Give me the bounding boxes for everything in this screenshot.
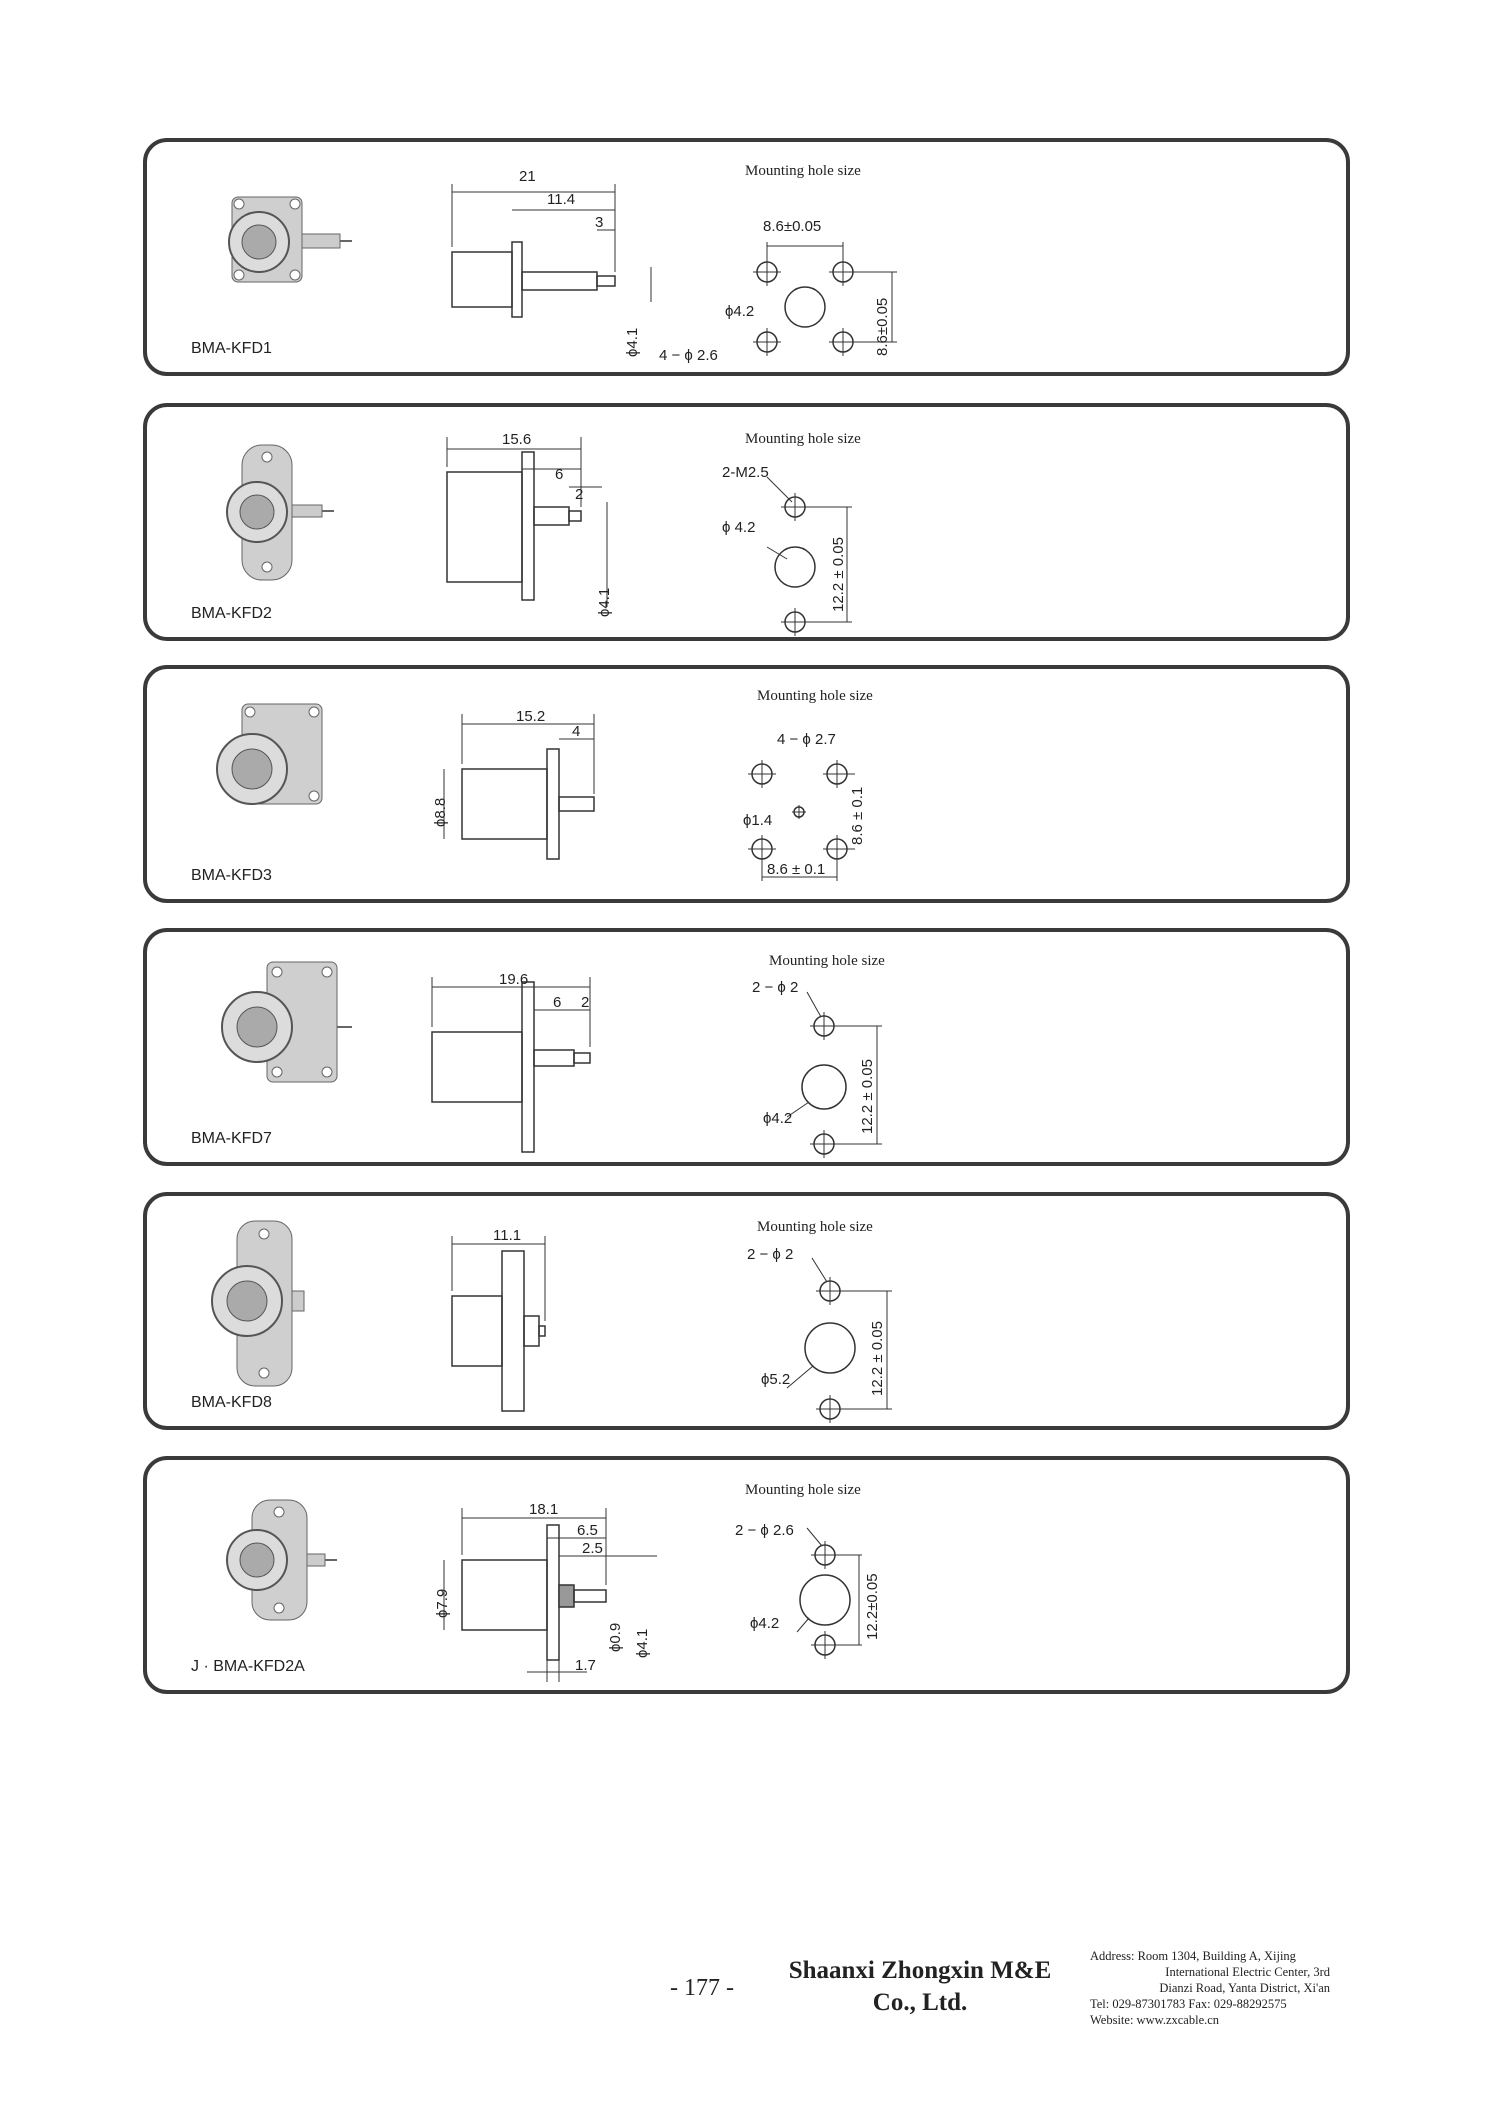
hole-spacing-v: 8.6 ± 0.1 <box>849 786 866 845</box>
dim-length: 19.6 <box>499 971 529 988</box>
hole-pattern <box>797 1528 862 1659</box>
address-line-1: Address: Room 1304, Building A, Xijing <box>1090 1949 1296 1963</box>
address-line-2: International Electric Center, 3rd <box>1165 1965 1330 1979</box>
page-number: - 177 - <box>670 1975 734 2001</box>
connector-photo <box>217 704 322 804</box>
mount-holes: 4 − ϕ 2.7 <box>777 731 836 748</box>
thread-holes: 2-M2.5 <box>722 464 769 481</box>
model-name: BMA-KFD7 <box>191 1130 272 1147</box>
side-view <box>447 437 607 607</box>
mount-holes: 2 − ϕ 2.6 <box>735 1522 794 1539</box>
dim-offset: 6 <box>555 466 564 483</box>
center-hole-dia: ϕ4.2 <box>763 1110 793 1127</box>
dim-pin: 2 <box>575 486 584 503</box>
dim-length: 11.1 <box>493 1227 522 1244</box>
dim-diameter: ϕ4.1 <box>596 587 613 617</box>
phone-fax: Tel: 029-87301783 Fax: 029-88292575 <box>1090 1997 1287 2011</box>
dim-pin: 3 <box>595 214 604 231</box>
model-name: J · BMA-KFD2A <box>191 1658 305 1675</box>
mounting-hole-label: Mounting hole size <box>745 163 861 179</box>
product-panel-kfd7 <box>143 928 1350 1166</box>
product-panel-kfd2a <box>143 1456 1350 1694</box>
connector-photo <box>222 962 352 1082</box>
company-name-line2: Co., Ltd. <box>872 1989 968 2016</box>
dim-offset: 11.4 <box>547 191 576 208</box>
hole-spacing-h: 8.6 ± 0.1 <box>767 861 826 878</box>
dim-flange-thickness: 1.7 <box>575 1657 596 1674</box>
model-name: BMA-KFD8 <box>191 1394 272 1411</box>
dim-pin-length: 2.5 <box>582 1540 603 1557</box>
side-view <box>452 1236 545 1411</box>
dim-offset: 6 <box>553 994 562 1011</box>
dim-pin-dia: ϕ0.9 <box>607 1622 624 1652</box>
center-hole-dia: ϕ4.2 <box>725 303 755 320</box>
hole-spacing-v: 12.2±0.05 <box>864 1573 881 1640</box>
hole-spacing-v: 8.6±0.05 <box>874 297 891 356</box>
dim-length: 15.6 <box>502 431 532 448</box>
product-panel-kfd3 <box>143 665 1350 903</box>
product-panel-kfd8 <box>143 1192 1350 1430</box>
mounting-hole-label: Mounting hole size <box>745 431 861 447</box>
center-hole-dia: ϕ4.2 <box>750 1615 780 1632</box>
mounting-hole-label: Mounting hole size <box>769 953 885 969</box>
dim-flange: 4 <box>572 723 581 740</box>
company-contact <box>1090 1948 1340 2028</box>
address-line-3: Dianzi Road, Yanta District, Xi'an <box>1159 1981 1330 1995</box>
center-hole-dia: ϕ 4.2 <box>722 519 756 536</box>
mount-holes: 2 − ϕ 2 <box>747 1246 794 1263</box>
side-view <box>432 977 590 1152</box>
product-panel-kfd1 <box>143 138 1350 376</box>
hole-spacing-h: 8.6±0.05 <box>763 218 822 235</box>
company-name-line1: Shaanxi Zhongxin M&E <box>788 1957 1052 1984</box>
dim-diameter: ϕ4.1 <box>634 1628 651 1658</box>
center-hole-dia: ϕ5.2 <box>761 1371 791 1388</box>
dim-body: 6.5 <box>577 1522 598 1539</box>
dim-length: 15.2 <box>516 708 546 725</box>
connector-photo <box>227 445 334 580</box>
model-name: BMA-KFD3 <box>191 867 272 884</box>
center-hole-dia: ϕ1.4 <box>743 812 773 829</box>
mounting-hole-label: Mounting hole size <box>745 1482 861 1498</box>
dim-flange-dia: ϕ7.9 <box>434 1588 451 1618</box>
website: Website: www.zxcable.cn <box>1090 2013 1220 2027</box>
dim-pin: 2 <box>581 994 590 1011</box>
hole-spacing-v: 12.2 ± 0.05 <box>859 1059 876 1134</box>
model-name: BMA-KFD2 <box>191 605 272 622</box>
hole-spacing-v: 12.2 ± 0.05 <box>830 537 847 612</box>
mount-holes: 4 − ϕ 2.6 <box>659 347 718 364</box>
mount-holes: 2 − ϕ 2 <box>752 979 799 996</box>
mounting-hole-label: Mounting hole size <box>757 688 873 704</box>
dim-length: 21 <box>519 168 536 185</box>
model-name: BMA-KFD1 <box>191 340 272 357</box>
dim-length: 18.1 <box>529 1501 559 1518</box>
dim-diameter: ϕ8.8 <box>432 797 449 827</box>
side-view <box>444 1508 657 1682</box>
connector-photo <box>229 197 352 282</box>
product-panel-kfd2 <box>143 403 1350 641</box>
hole-spacing-v: 12.2 ± 0.05 <box>869 1321 886 1396</box>
drawing-kfd8 <box>147 1196 1354 1434</box>
connector-photo <box>212 1221 304 1386</box>
drawing-kfd3 <box>147 669 1354 907</box>
drawing-kfd7 <box>147 932 1354 1170</box>
company-name <box>770 1955 1070 2019</box>
connector-photo <box>227 1500 337 1620</box>
dim-diameter: ϕ4.1 <box>624 327 641 357</box>
mounting-hole-label: Mounting hole size <box>757 1219 873 1235</box>
